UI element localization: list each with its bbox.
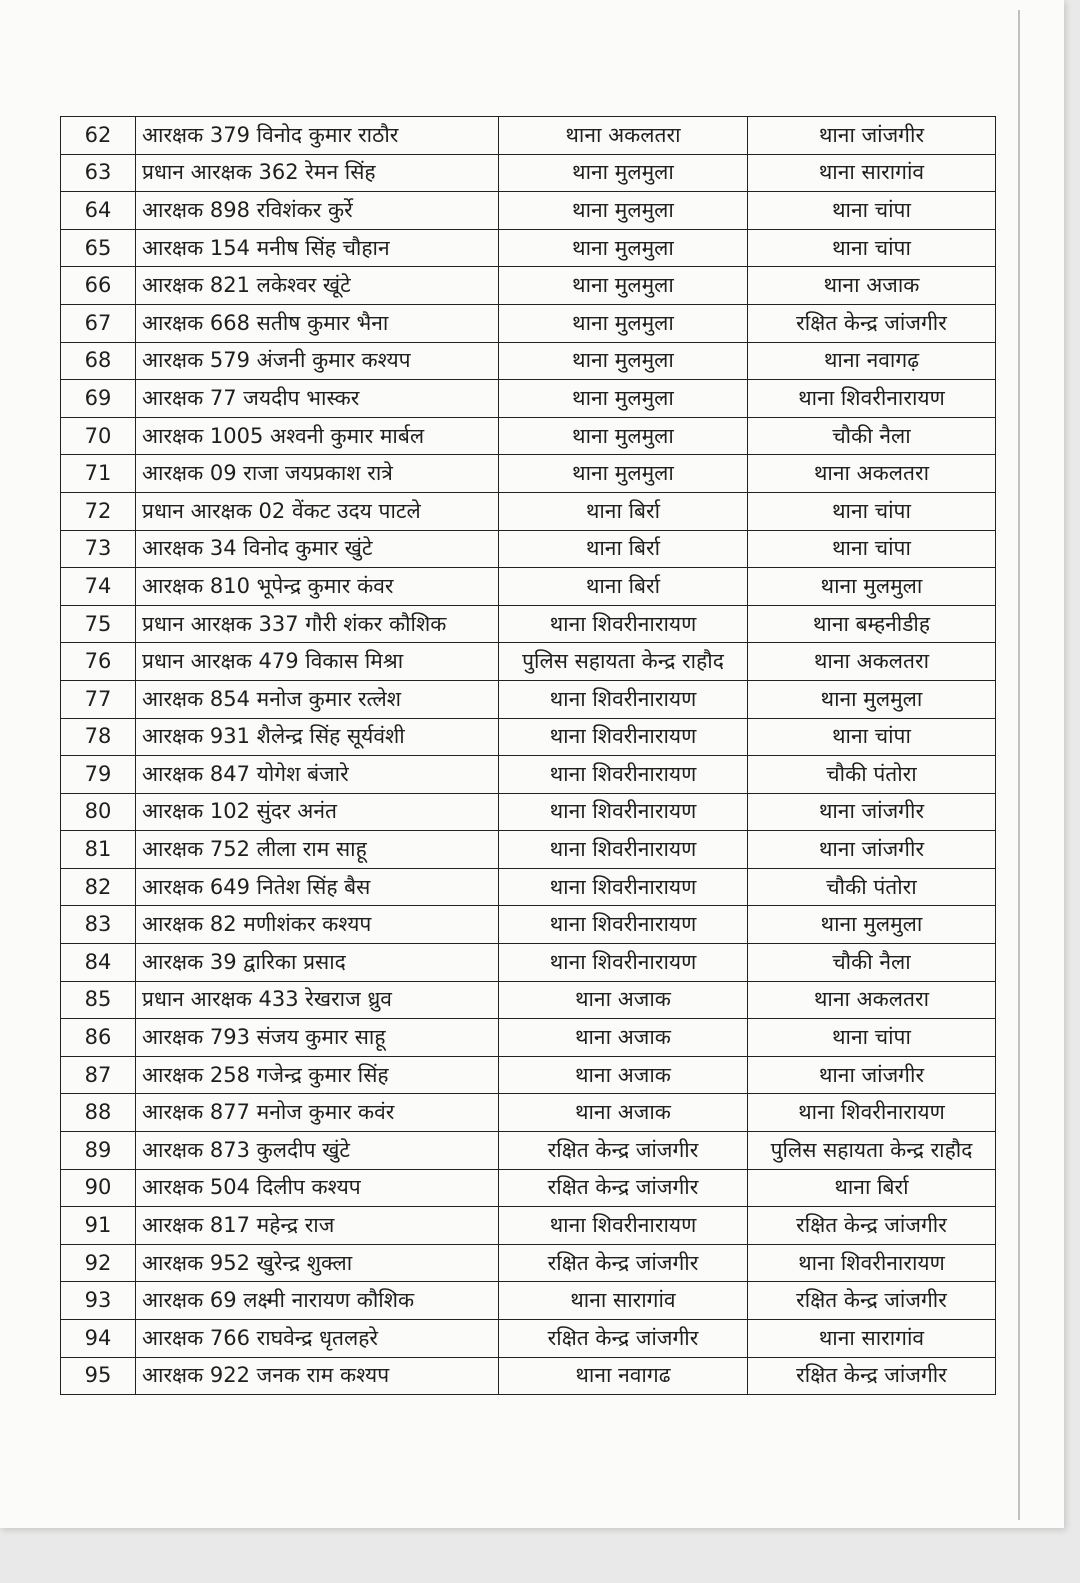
table-row (61, 1282, 996, 1320)
posted-from-cell: रक्षित केन्द्र जांजगीर (499, 1320, 748, 1358)
serial-number-cell: 64 (61, 192, 136, 230)
posted-from-cell: थाना अजाक (499, 1094, 748, 1132)
posted-from-cell: थाना बिर्रा (499, 568, 748, 606)
table-row (61, 417, 996, 455)
employee-name-cell: आरक्षक 69 लक्ष्मी नारायण कौशिक (136, 1282, 499, 1320)
serial-number-cell: 62 (61, 117, 136, 155)
posted-to-cell: थाना सारागांव (748, 1320, 996, 1358)
posted-from-cell: थाना अजाक (499, 1056, 748, 1094)
employee-name-cell: आरक्षक 504 दिलीप कश्यप (136, 1169, 499, 1207)
posted-to-cell: रक्षित केन्द्र जांजगीर (748, 1207, 996, 1245)
employee-name-cell: आरक्षक 817 महेन्द्र राज (136, 1207, 499, 1245)
posted-to-cell: थाना जांजगीर (748, 117, 996, 155)
posted-from-cell: थाना शिवरीनारायण (499, 944, 748, 982)
table-row (61, 1056, 996, 1094)
table-row (61, 906, 996, 944)
employee-name-cell: आरक्षक 810 भूपेन्द्र कुमार कंवर (136, 568, 499, 606)
posted-to-cell: थाना मुलमुला (748, 906, 996, 944)
serial-number-cell: 66 (61, 267, 136, 305)
employee-name-cell: प्रधान आरक्षक 362 रेमन सिंह (136, 154, 499, 192)
employee-name-cell: आरक्षक 668 सतीष कुमार भैना (136, 304, 499, 342)
posted-to-cell: थाना शिवरीनारायण (748, 380, 996, 418)
posted-from-cell: थाना बिर्रा (499, 492, 748, 530)
employee-name-cell: प्रधान आरक्षक 433 रेखराज ध्रुव (136, 981, 499, 1019)
serial-number-cell: 68 (61, 342, 136, 380)
table-row (61, 1357, 996, 1395)
table-row (61, 1169, 996, 1207)
posted-to-cell: थाना चांपा (748, 1019, 996, 1057)
table-row (61, 793, 996, 831)
serial-number-cell: 63 (61, 154, 136, 192)
posted-to-cell: चौकी पंतोरा (748, 756, 996, 794)
posted-from-cell: थाना शिवरीनारायण (499, 756, 748, 794)
employee-name-cell: आरक्षक 82 मणीशंकर कश्यप (136, 906, 499, 944)
posted-from-cell: थाना मुलमुला (499, 154, 748, 192)
serial-number-cell: 78 (61, 718, 136, 756)
posted-to-cell: पुलिस सहायता केन्द्र राहौद (748, 1132, 996, 1170)
posted-from-cell: थाना शिवरीनारायण (499, 718, 748, 756)
posted-from-cell: थाना शिवरीनारायण (499, 868, 748, 906)
table-row (61, 192, 996, 230)
posted-from-cell: थाना मुलमुला (499, 455, 748, 493)
serial-number-cell: 95 (61, 1357, 136, 1395)
serial-number-cell: 91 (61, 1207, 136, 1245)
posted-to-cell: चौकी नैला (748, 944, 996, 982)
posted-to-cell: थाना चांपा (748, 192, 996, 230)
page-edge-line (1018, 10, 1020, 1520)
posted-to-cell: थाना मुलमुला (748, 568, 996, 606)
table-row (61, 756, 996, 794)
posted-to-cell: चौकी नैला (748, 417, 996, 455)
employee-name-cell: आरक्षक 258 गजेन्द्र कुमार सिंह (136, 1056, 499, 1094)
posted-from-cell: थाना मुलमुला (499, 267, 748, 305)
employee-name-cell: आरक्षक 154 मनीष सिंह चौहान (136, 229, 499, 267)
employee-name-cell: आरक्षक 34 विनोद कुमार खुंटे (136, 530, 499, 568)
posted-from-cell: रक्षित केन्द्र जांजगीर (499, 1244, 748, 1282)
posted-to-cell: थाना चांपा (748, 718, 996, 756)
table-row (61, 568, 996, 606)
posted-from-cell: थाना अजाक (499, 981, 748, 1019)
serial-number-cell: 75 (61, 605, 136, 643)
table-row (61, 342, 996, 380)
posted-to-cell: थाना चांपा (748, 229, 996, 267)
table-row (61, 455, 996, 493)
employee-name-cell: आरक्षक 752 लीला राम साहू (136, 831, 499, 869)
posted-to-cell: थाना शिवरीनारायण (748, 1244, 996, 1282)
employee-name-cell: आरक्षक 847 योगेश बंजारे (136, 756, 499, 794)
posted-from-cell: थाना शिवरीनारायण (499, 1207, 748, 1245)
posted-from-cell: थाना मुलमुला (499, 304, 748, 342)
employee-name-cell: आरक्षक 952 खुरेन्द्र शुक्ला (136, 1244, 499, 1282)
employee-name-cell: आरक्षक 579 अंजनी कुमार कश्यप (136, 342, 499, 380)
employee-name-cell: आरक्षक 854 मनोज कुमार रत्लेश (136, 680, 499, 718)
table-row (61, 1207, 996, 1245)
employee-name-cell: आरक्षक 77 जयदीप भास्कर (136, 380, 499, 418)
table-row (61, 605, 996, 643)
table-row (61, 154, 996, 192)
posted-from-cell: थाना शिवरीनारायण (499, 680, 748, 718)
table-row (61, 718, 996, 756)
serial-number-cell: 84 (61, 944, 136, 982)
table-row (61, 117, 996, 155)
posted-from-cell: थाना शिवरीनारायण (499, 793, 748, 831)
posted-to-cell: थाना मुलमुला (748, 680, 996, 718)
employee-name-cell: प्रधान आरक्षक 337 गौरी शंकर कौशिक (136, 605, 499, 643)
table-row (61, 981, 996, 1019)
employee-name-cell: आरक्षक 877 मनोज कुमार कवंर (136, 1094, 499, 1132)
serial-number-cell: 73 (61, 530, 136, 568)
posted-from-cell: थाना नवागढ (499, 1357, 748, 1395)
posted-to-cell: थाना अजाक (748, 267, 996, 305)
employee-name-cell: आरक्षक 649 नितेश सिंह बैस (136, 868, 499, 906)
transfer-table (60, 116, 996, 1395)
serial-number-cell: 72 (61, 492, 136, 530)
employee-name-cell: आरक्षक 873 कुलदीप खुंटे (136, 1132, 499, 1170)
table-row (61, 643, 996, 681)
table-row (61, 1320, 996, 1358)
employee-name-cell: प्रधान आरक्षक 02 वेंकट उदय पाटले (136, 492, 499, 530)
employee-name-cell: आरक्षक 39 द्वारिका प्रसाद (136, 944, 499, 982)
serial-number-cell: 69 (61, 380, 136, 418)
posted-to-cell: रक्षित केन्द्र जांजगीर (748, 1357, 996, 1395)
serial-number-cell: 93 (61, 1282, 136, 1320)
serial-number-cell: 94 (61, 1320, 136, 1358)
employee-name-cell: आरक्षक 379 विनोद कुमार राठौर (136, 117, 499, 155)
posted-to-cell: रक्षित केन्द्र जांजगीर (748, 304, 996, 342)
serial-number-cell: 90 (61, 1169, 136, 1207)
serial-number-cell: 86 (61, 1019, 136, 1057)
employee-name-cell: प्रधान आरक्षक 479 विकास मिश्रा (136, 643, 499, 681)
posted-to-cell: चौकी पंतोरा (748, 868, 996, 906)
employee-name-cell: आरक्षक 793 संजय कुमार साहू (136, 1019, 499, 1057)
posted-to-cell: थाना जांजगीर (748, 831, 996, 869)
posted-to-cell: थाना सारागांव (748, 154, 996, 192)
table-row (61, 1244, 996, 1282)
posted-from-cell: थाना बिर्रा (499, 530, 748, 568)
posted-from-cell: थाना मुलमुला (499, 417, 748, 455)
posted-from-cell: थाना मुलमुला (499, 342, 748, 380)
posted-from-cell: थाना मुलमुला (499, 192, 748, 230)
posted-to-cell: थाना शिवरीनारायण (748, 1094, 996, 1132)
serial-number-cell: 80 (61, 793, 136, 831)
posted-to-cell: थाना चांपा (748, 530, 996, 568)
employee-name-cell: आरक्षक 922 जनक राम कश्यप (136, 1357, 499, 1395)
posted-from-cell: थाना शिवरीनारायण (499, 831, 748, 869)
table-row (61, 1019, 996, 1057)
posted-from-cell: पुलिस सहायता केन्द्र राहौद (499, 643, 748, 681)
employee-name-cell: आरक्षक 766 राघवेन्द्र धृतलहरे (136, 1320, 499, 1358)
serial-number-cell: 87 (61, 1056, 136, 1094)
serial-number-cell: 77 (61, 680, 136, 718)
table-row (61, 492, 996, 530)
serial-number-cell: 65 (61, 229, 136, 267)
table-row (61, 831, 996, 869)
employee-name-cell: आरक्षक 898 रविशंकर कुर्रे (136, 192, 499, 230)
posted-from-cell: रक्षित केन्द्र जांजगीर (499, 1169, 748, 1207)
posted-to-cell: थाना नवागढ़ (748, 342, 996, 380)
table-row (61, 1094, 996, 1132)
table-row (61, 229, 996, 267)
table-row (61, 680, 996, 718)
table-row (61, 944, 996, 982)
serial-number-cell: 71 (61, 455, 136, 493)
employee-name-cell: आरक्षक 09 राजा जयप्रकाश रात्रे (136, 455, 499, 493)
posted-to-cell: थाना अकलतरा (748, 455, 996, 493)
employee-name-cell: आरक्षक 931 शैलेन्द्र सिंह सूर्यवंशी (136, 718, 499, 756)
serial-number-cell: 88 (61, 1094, 136, 1132)
posted-to-cell: थाना चांपा (748, 492, 996, 530)
employee-name-cell: आरक्षक 1005 अश्वनी कुमार मार्बल (136, 417, 499, 455)
employee-name-cell: आरक्षक 821 लकेश्वर खूंटे (136, 267, 499, 305)
posted-to-cell: थाना बिर्रा (748, 1169, 996, 1207)
posted-from-cell: थाना सारागांव (499, 1282, 748, 1320)
serial-number-cell: 89 (61, 1132, 136, 1170)
serial-number-cell: 92 (61, 1244, 136, 1282)
posted-to-cell: थाना अकलतरा (748, 981, 996, 1019)
posted-from-cell: थाना अकलतरा (499, 117, 748, 155)
posted-from-cell: थाना शिवरीनारायण (499, 605, 748, 643)
serial-number-cell: 70 (61, 417, 136, 455)
posted-to-cell: रक्षित केन्द्र जांजगीर (748, 1282, 996, 1320)
posted-to-cell: थाना जांजगीर (748, 793, 996, 831)
table-row (61, 1132, 996, 1170)
table-row (61, 868, 996, 906)
serial-number-cell: 67 (61, 304, 136, 342)
serial-number-cell: 81 (61, 831, 136, 869)
posted-from-cell: थाना शिवरीनारायण (499, 906, 748, 944)
serial-number-cell: 82 (61, 868, 136, 906)
serial-number-cell: 83 (61, 906, 136, 944)
employee-name-cell: आरक्षक 102 सुंदर अनंत (136, 793, 499, 831)
posted-to-cell: थाना बम्हनीडीह (748, 605, 996, 643)
table-row (61, 304, 996, 342)
posted-from-cell: थाना मुलमुला (499, 229, 748, 267)
posted-from-cell: थाना मुलमुला (499, 380, 748, 418)
serial-number-cell: 76 (61, 643, 136, 681)
posted-from-cell: रक्षित केन्द्र जांजगीर (499, 1132, 748, 1170)
table-row (61, 530, 996, 568)
table-row (61, 267, 996, 305)
posted-to-cell: थाना अकलतरा (748, 643, 996, 681)
serial-number-cell: 74 (61, 568, 136, 606)
transfer-table-body (61, 117, 996, 1395)
serial-number-cell: 85 (61, 981, 136, 1019)
posted-from-cell: थाना अजाक (499, 1019, 748, 1057)
posted-to-cell: थाना जांजगीर (748, 1056, 996, 1094)
serial-number-cell: 79 (61, 756, 136, 794)
table-row (61, 380, 996, 418)
